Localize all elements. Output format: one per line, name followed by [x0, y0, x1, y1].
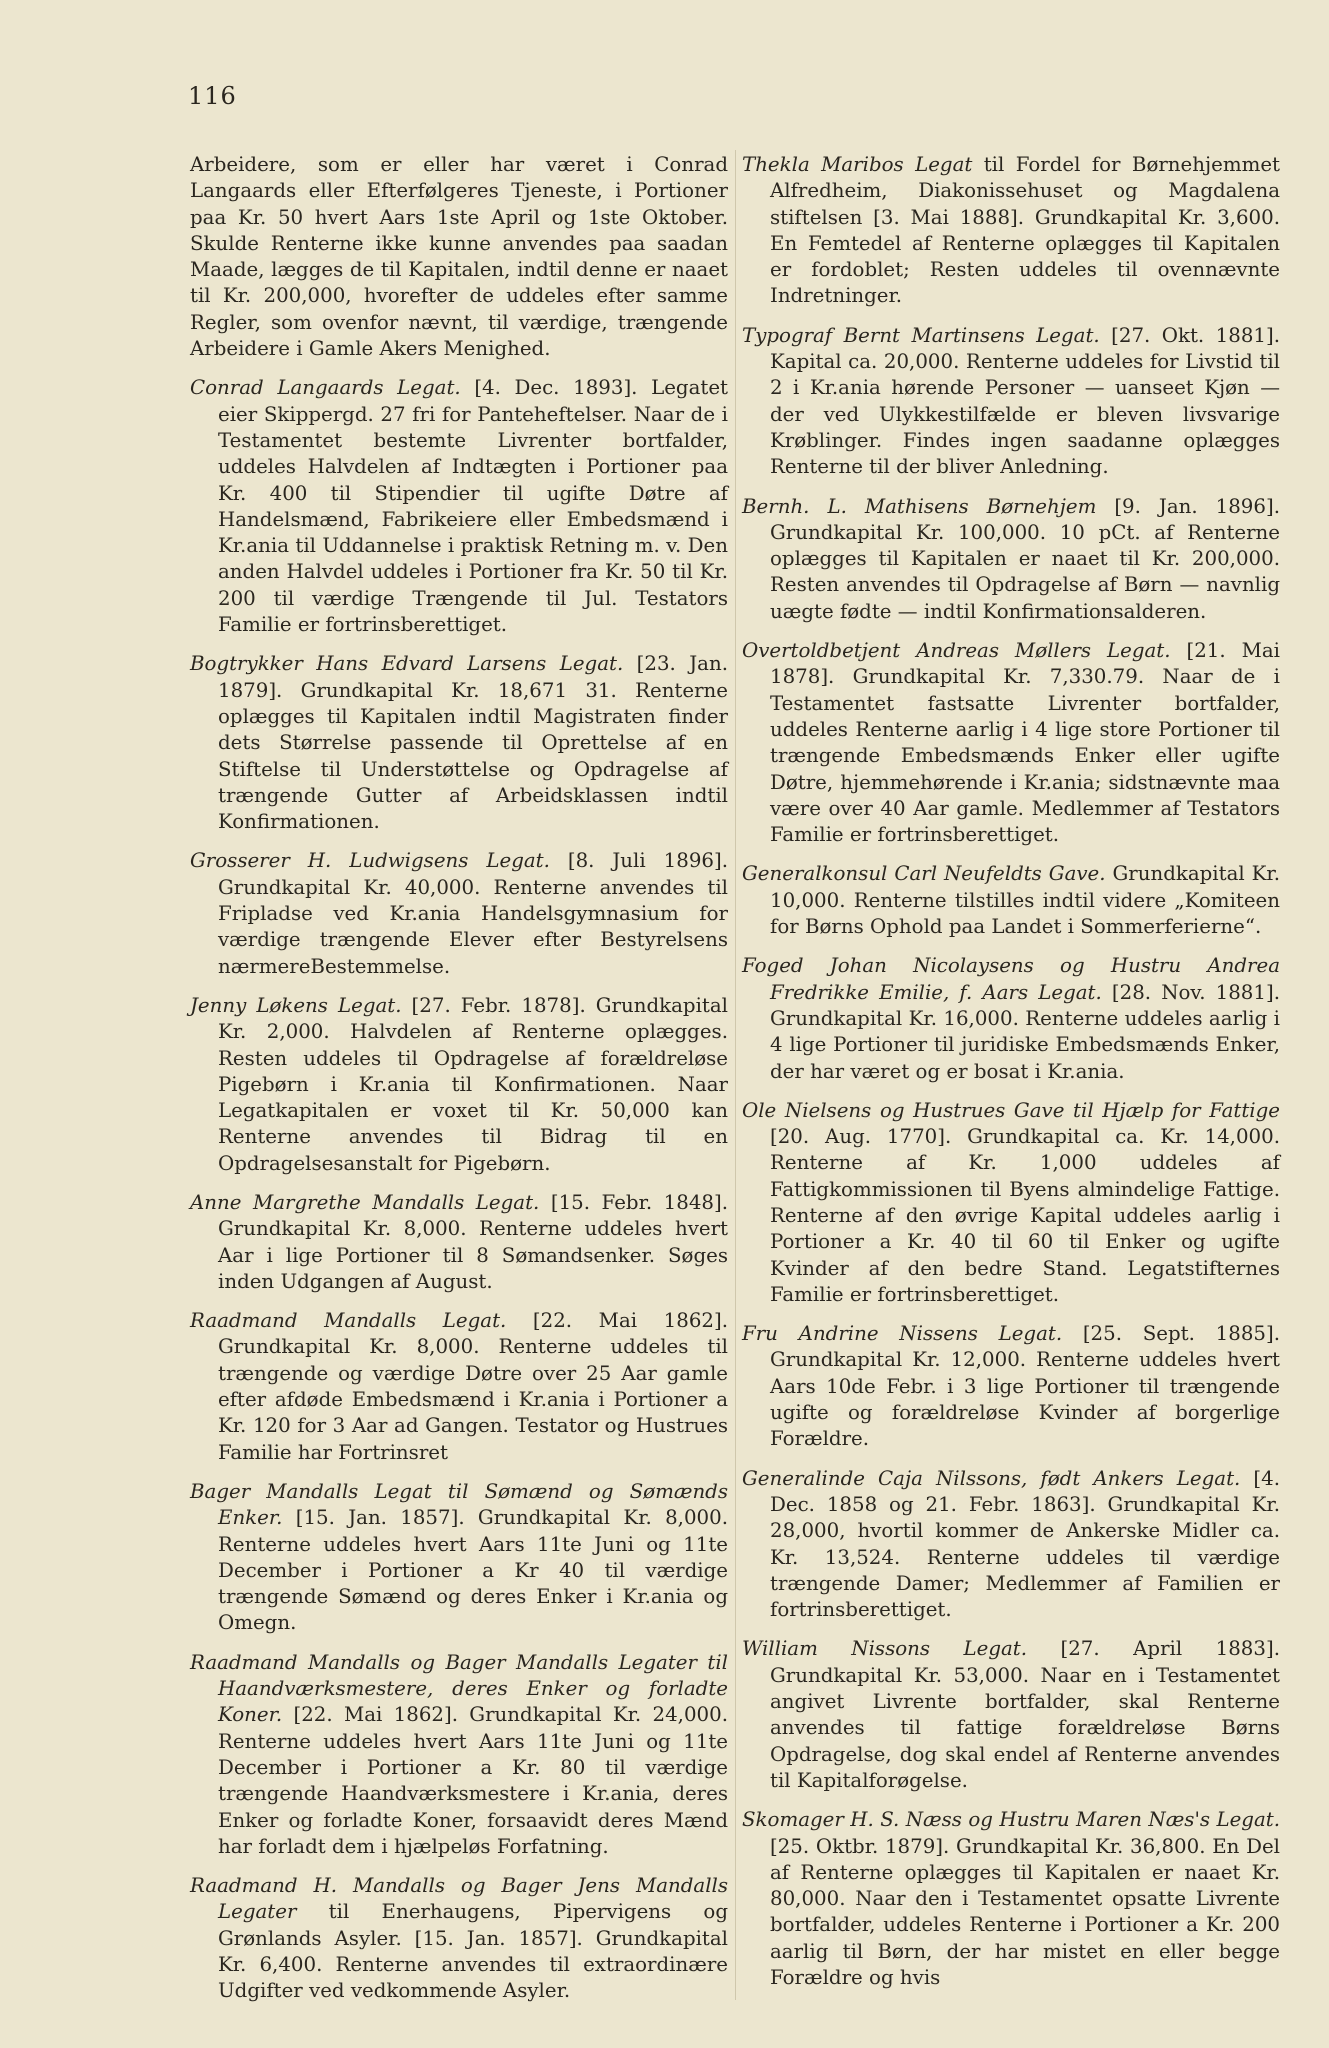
entry — [742, 861, 1280, 940]
entry — [190, 152, 728, 362]
entry-text: [27. Okt. 1881]. Kapital ca. 20,000. Renterne uddeles for Livstid til 2 i Kr.ania hørende Personer — uanseet Kjøn — der ved Ulykkestilfælde er bleven livsvarige Krøblinger. Findes ingen saadanne oplægges Renterne til der bliver Anledning. — [770, 323, 1280, 479]
entry — [742, 152, 1280, 310]
left-column — [190, 152, 728, 2018]
entry-title: Bernh. L. Mathisens Børnehjem — [742, 494, 1097, 518]
entry-title: Bogtrykker Hans Edvard Larsens Legat. — [190, 652, 624, 676]
entry-title: Generalkonsul Carl Neufeldts Gave. — [742, 862, 1106, 886]
entry-title: Raadmand H. Mandalls og Bager Jens Mandalls Legater — [190, 1874, 728, 1924]
entry-title: Anne Margrethe Mandalls Legat. — [190, 1190, 540, 1214]
entry-text: [27. April 1883]. Grundkapital Kr. 53,000. Naar en i Testamentet angivet Livrente bortfalder, skal Renterne anvendes til fattige forældreløse Børns Opdragelse, dog skal endel af Renterne anvendes til Kapitalforøgelse. — [770, 1637, 1280, 1792]
entry-title: Typograf Bernt Martinsens Legat. — [742, 323, 1100, 347]
entry-text: [15. Jan. 1857]. Grundkapital Kr. 8,000. Renterne uddeles hvert Aars 11te Juni og 11te December i Portioner a Kr 40 til værdige trængende Sømænd og deres Enker i Kr.ania og Omegn. — [218, 1506, 728, 1635]
entry-title: Raadmand Mandalls og Bager Mandalls Legater til Haandværksmestere, deres Enker og forladte Koner. — [190, 1650, 728, 1727]
entry — [190, 1190, 728, 1295]
entry-title: Overtoldbetjent Andreas Møllers Legat. — [742, 639, 1171, 663]
entry — [742, 1321, 1280, 1452]
entry — [190, 1873, 728, 2004]
entry-text: [15. Febr. 1848]. Grundkapital Kr. 8,000. Renterne uddeles hvert Aar i lige Portioner til 8 Sømandsenker. Søges inden Udgangen af August. — [218, 1190, 728, 1293]
entry-title: Skomager H. S. Næss og Hustru Maren Næs's Legat. — [742, 1808, 1280, 1832]
entry-text: [25. Oktbr. 1879]. Grundkapital Kr. 36,800. En Del af Renterne oplægges til Kapitalen er naaet Kr. 80,000. Naar den i Testamentet opsatte Livrente bortfalder, uddeles Renterne i Portioner a Kr. 200 aarlig til Børn, der har mistet en eller begge Forældre og hvis — [770, 1834, 1280, 1989]
entry — [742, 953, 1280, 1084]
entry-text: [28. Nov. 1881]. Grundkapital Kr. 16,000. Renterne uddeles aarlig i 4 lige Portioner til juridiske Embedsmænds Enker, der har været og er bosat i Kr.ania. — [770, 980, 1280, 1083]
column-divider — [735, 150, 736, 2000]
entry-text: Arbeidere, som er eller har været i Conrad Langaards eller Efterfølgeres Tjeneste, i Portioner paa Kr. 50 hvert Aars 1ste April og 1ste Oktober. Skulde Renterne ikke kunne anvendes paa saadan Maade, lægges de til Kapitalen, indtil denne er naaet til Kr. 200,000, hvorefter de uddeles efter samme Regler, som ovenfor nævnt, til værdige, trængende Arbeidere i Gamle Akers Menighed. — [190, 153, 728, 361]
entry-text: [22. Mai 1862]. Grundkapital Kr. 24,000. Renterne uddeles hvert Aars 11te Juni og 11te December i Portioner a Kr. 80 til værdige trængende Haandværksmestere i Kr.ania, deres Enker og forladte Koner, forsaavidt deres Mænd har forladt dem i hjælpeløs Forfatning. — [218, 1703, 728, 1858]
entry — [190, 1650, 728, 1860]
entry-text: Grundkapital Kr. 10,000. Renterne tilstilles indtil videre „Komiteen for Børns Ophold paa Landet i Sommerferierne“. — [770, 862, 1280, 939]
entry — [742, 1466, 1280, 1624]
entry-title: Conrad Langaards Legat. — [190, 376, 461, 400]
entry-text: [4. Dec. 1893]. Legatet eier Skippergd. 27 fri for Panteheftelser. Naar de i Testamentet bestemte Livrenter bortfalder, uddeles Halvdelen af Indtægten i Portioner paa Kr. 400 til Stipendier til ugifte Døtre af Handelsmænd, Fabrikeiere eller Embedsmænd i Kr.ania til Uddannelse i praktisk Retning m. v. Den anden Halvdel uddeles i Portioner fra Kr. 50 til Kr. 200 til værdige Trængende til Jul. Testators Familie er fortrinsberettiget. — [218, 376, 728, 637]
entry — [190, 1308, 728, 1466]
entry — [742, 1636, 1280, 1794]
entry-title: Bager Mandalls Legat til Sømænd og Sømænds Enker. — [190, 1479, 728, 1530]
entry-text: [9. Jan. 1896]. Grundkapital Kr. 100,000. 10 pCt. af Renterne oplægges til Kapitalen er naaet til Kr. 200,000. Resten anvendes til Opdragelse af Børn — navnlig uægte fødte — indtil Konfirmationsalderen. — [770, 494, 1280, 623]
entry — [742, 638, 1280, 848]
entry-title: Jenny Løkens Legat. — [190, 993, 402, 1017]
entry-text: [4. Dec. 1858 og 21. Febr. 1863]. Grundkapital Kr. 28,000, hvortil kommer de Ankerske Midler ca. Kr. 13,524. Renterne uddeles til værdige trængende Damer; Medlemmer af Familien er fortrinsberettiget. — [770, 1466, 1280, 1622]
entry-text: [8. Juli 1896]. Grundkapital Kr. 40,000. Renterne anvendes til Fripladse ved Kr.ania Handelsgymnasium for værdige trængende Elever efter Bestyrelsens nærmereBestemmelse. — [218, 849, 728, 978]
right-column — [742, 152, 1280, 2004]
entry — [190, 848, 728, 979]
entry — [190, 651, 728, 835]
entry-text: [22. Mai 1862]. Grundkapital Kr. 8,000. Renterne uddeles til trængende og værdige Døtre over 25 Aar gamle efter afdøde Embedsmænd i Kr.ania i Portioner a Kr. 120 for 3 Aar ad Gangen. Testator og Hustrues Familie har Fortrinsret — [218, 1309, 728, 1464]
entry-title: Fru Andrine Nissens Legat. — [742, 1322, 1063, 1346]
entry-title: Thekla Maribos Legat — [742, 153, 973, 176]
entry-text: [20. Aug. 1770]. Grundkapital ca. Kr. 14,000. Renterne af Kr. 1,000 uddeles af Fattigkommissionen til Byens almindelige Fattige. Renterne af den øvrige Kapital uddeles aarlig i Portioner a Kr. 40 til 60 til Enker og ugifte Kvinder af den bedre Stand. Legatstifternes Familie er fortrinsberettiget. — [770, 1125, 1280, 1306]
entry — [742, 1807, 1280, 1991]
entry — [190, 993, 728, 1177]
entry-text: [25. Sept. 1885]. Grundkapital Kr. 12,000. Renterne uddeles hvert Aars 10de Febr. i 3 lige Portioner til trængende ugifte og forældreløse Kvinder af borgerlige Forældre. — [770, 1322, 1280, 1451]
entry-title: Raadmand Mandalls Legat. — [190, 1309, 507, 1333]
entry — [190, 375, 728, 638]
entry-title: Foged Johan Nicolaysens og Hustru Andrea Fredrikke Emilie, f. Aars Legat. — [742, 954, 1280, 1004]
entry-text: [27. Febr. 1878]. Grundkapital Kr. 2,000. Halvdelen af Renterne oplægges. Resten uddeles til Opdragelse af forældreløse Pigebørn i Kr.ania til Konfirmationen. Naar Legatkapitalen er voxet til Kr. 50,000 kan Renterne anvendes til Bidrag til en Opdragelsesanstalt for Pigebørn. — [218, 993, 728, 1175]
page-number: 116 — [188, 82, 237, 110]
entry-text: [23. Jan. 1879]. Grundkapital Kr. 18,671 31. Renterne oplægges til Kapitalen indtil Magistraten finder dets Størrelse passende til Oprettelse af en Stiftelse til Understøttelse og Opdragelse af trængende Gutter af Arbeidsklassen indtil Konfirmationen. — [218, 652, 728, 834]
entry-title: William Nissons Legat. — [742, 1637, 1028, 1661]
entry-title: Grosserer H. Ludwigsens Legat. — [190, 849, 550, 873]
entry-text: til Enerhaugens, Pipervigens og Grønlands Asyler. [15. Jan. 1857]. Grundkapital Kr. 6,400. Renterne anvendes til extraordinære Udgifter ved vedkommende Asyler. — [218, 1900, 728, 2003]
entry-title: Ole Nielsens og Hustrues Gave til Hjælp for Fattige — [742, 1098, 1280, 1122]
entry — [742, 494, 1280, 625]
entry — [742, 323, 1280, 481]
entry-text: [21. Mai 1878]. Grundkapital Kr. 7,330.79. Naar de i Testamentet fastsatte Livrenter bortfalder, uddeles Renterne aarlig i 4 lige store Portioner til trængende Embedsmænds Enker eller ugifte Døtre, hjemmehørende i Kr.ania; sidstnævnte maa være over 40 Aar gamle. Medlemmer af Testators Familie er fortrinsberettiget. — [770, 639, 1280, 847]
entry — [742, 1098, 1280, 1308]
entry-text: til Fordel for Børnehjemmet Alfredheim, Diakonissehuset og Magdalena stiftelsen [3. Mai 1888]. Grundkapital Kr. 3,600. En Femtedel af Renterne oplægges til Kapitalen er fordoblet; Resten uddeles til ovennævnte Indretninger. — [770, 153, 1281, 308]
entry — [190, 1479, 728, 1637]
entry-title: Generalinde Caja Nilssons, født Ankers Legat. — [742, 1466, 1241, 1490]
